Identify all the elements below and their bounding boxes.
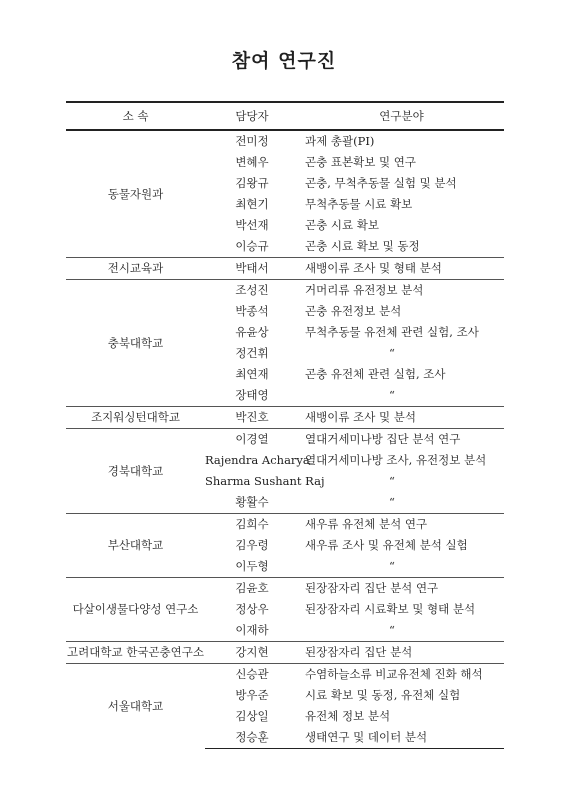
affiliation-cell: 동물자원과 <box>66 130 205 258</box>
person-name: 이승규 <box>235 239 269 253</box>
person-name: 조성진 <box>205 280 299 302</box>
affiliation-cell: 충북대학교 <box>66 280 205 407</box>
header-affiliation: 소 속 <box>66 102 205 130</box>
person-name: 정승훈 <box>205 727 299 749</box>
person-name: Sharma Sushant Raj <box>205 474 325 488</box>
table-row <box>66 258 504 280</box>
research-field: 새우류 유전체 분석 연구 <box>299 514 504 536</box>
research-field: 거머리류 유전정보 분석 <box>299 280 504 302</box>
research-field: 곤충 시료 확보 <box>305 218 379 232</box>
person-name: 정건휘 <box>235 346 269 360</box>
affiliation-cell: 다살이생물다양성 연구소 <box>66 578 205 642</box>
research-field: “ <box>389 388 395 402</box>
research-field: 시료 확보 및 동정, 유전체 실험 <box>305 688 461 702</box>
research-field: 곤충, 무척추동물 실험 및 분석 <box>305 176 457 190</box>
table-row <box>66 642 504 664</box>
person-name: 강지현 <box>205 642 299 664</box>
research-field: “ <box>389 495 395 509</box>
person-name: 전미정 <box>205 130 299 152</box>
research-field: 곤충 유전체 관련 실험, 조사 <box>305 367 446 381</box>
research-field: “ <box>389 559 395 573</box>
person-name: 이재하 <box>235 623 269 637</box>
header-field: 연구분야 <box>299 102 504 130</box>
person-name: 박진호 <box>205 407 299 429</box>
research-field: 무척추동물 시료 확보 <box>305 197 413 211</box>
person-name: Rajendra Acharya <box>205 453 310 467</box>
affiliation-cell: 서울대학교 <box>66 664 205 749</box>
person-name: 이두형 <box>235 559 269 573</box>
person-name: 신승관 <box>205 664 299 686</box>
person-name: 방우준 <box>235 688 269 702</box>
affiliation-cell: 전시교육과 <box>66 258 205 280</box>
research-field: 곤충 표본확보 및 연구 <box>305 155 416 169</box>
person-name: 장태영 <box>235 388 269 402</box>
research-field: 새우류 조사 및 유전체 분석 실험 <box>305 538 468 552</box>
affiliation-cell: 부산대학교 <box>66 514 205 578</box>
person-name: 김우령 <box>235 538 269 552</box>
person-name: 박선재 <box>235 218 269 232</box>
table-row <box>66 407 504 429</box>
affiliation-cell: 고려대학교 한국곤충연구소 <box>66 642 205 664</box>
research-field: 된장잠자리 집단 분석 <box>299 642 504 664</box>
affiliation-cell: 조지워싱턴대학교 <box>66 407 205 429</box>
research-field: “ <box>389 623 395 637</box>
person-name: 이경열 <box>205 429 299 451</box>
table-row <box>66 130 504 152</box>
research-field: 열대거세미나방 집단 분석 연구 <box>299 429 504 451</box>
header-person: 담당자 <box>205 102 299 130</box>
person-name: 유윤상 <box>235 325 269 339</box>
research-field: 무척추동물 유전체 관련 실험, 조사 <box>305 325 479 339</box>
page-title: 참여 연구진 <box>231 50 337 72</box>
research-field: 된장잠자리 집단 분석 연구 <box>299 578 504 600</box>
table-row <box>66 578 504 600</box>
person-name: 정상우 <box>235 602 269 616</box>
person-name: 김왕규 <box>235 176 269 190</box>
person-name: 김상일 <box>235 709 269 723</box>
person-name: 최현기 <box>235 197 269 211</box>
table-row <box>66 664 504 686</box>
table-row <box>66 429 504 451</box>
person-name: 김희수 <box>205 514 299 536</box>
research-field: 수염하늘소류 비교유전체 진화 해석 <box>299 664 504 686</box>
research-field: “ <box>389 346 395 360</box>
research-field: “ <box>389 474 395 488</box>
research-field: 생태연구 및 데이터 분석 <box>299 727 504 749</box>
affiliation-cell: 경북대학교 <box>66 429 205 514</box>
research-team-table <box>66 101 504 749</box>
research-field: 열대거세미나방 조사, 유전정보 분석 <box>305 453 487 467</box>
table-header-row <box>66 102 504 130</box>
person-name: 김윤호 <box>205 578 299 600</box>
table-row <box>66 514 504 536</box>
person-name: 최연재 <box>235 367 269 381</box>
person-name: 황활수 <box>235 495 269 509</box>
table-body <box>66 130 504 749</box>
table-row <box>66 280 504 302</box>
research-field: 곤충 유전정보 분석 <box>305 304 402 318</box>
research-field: 곤충 시료 확보 및 동정 <box>305 239 420 253</box>
research-field: 새뱅이류 조사 및 분석 <box>299 407 504 429</box>
person-name: 박태서 <box>205 258 299 280</box>
research-field: 된장잠자리 시료확보 및 형태 분석 <box>305 602 476 616</box>
person-name: 변혜우 <box>235 155 269 169</box>
research-field: 유전체 정보 분석 <box>305 709 391 723</box>
research-field: 과제 총괄(PI) <box>299 130 504 152</box>
research-field: 새뱅이류 조사 및 형태 분석 <box>299 258 504 280</box>
person-name: 박종석 <box>235 304 269 318</box>
